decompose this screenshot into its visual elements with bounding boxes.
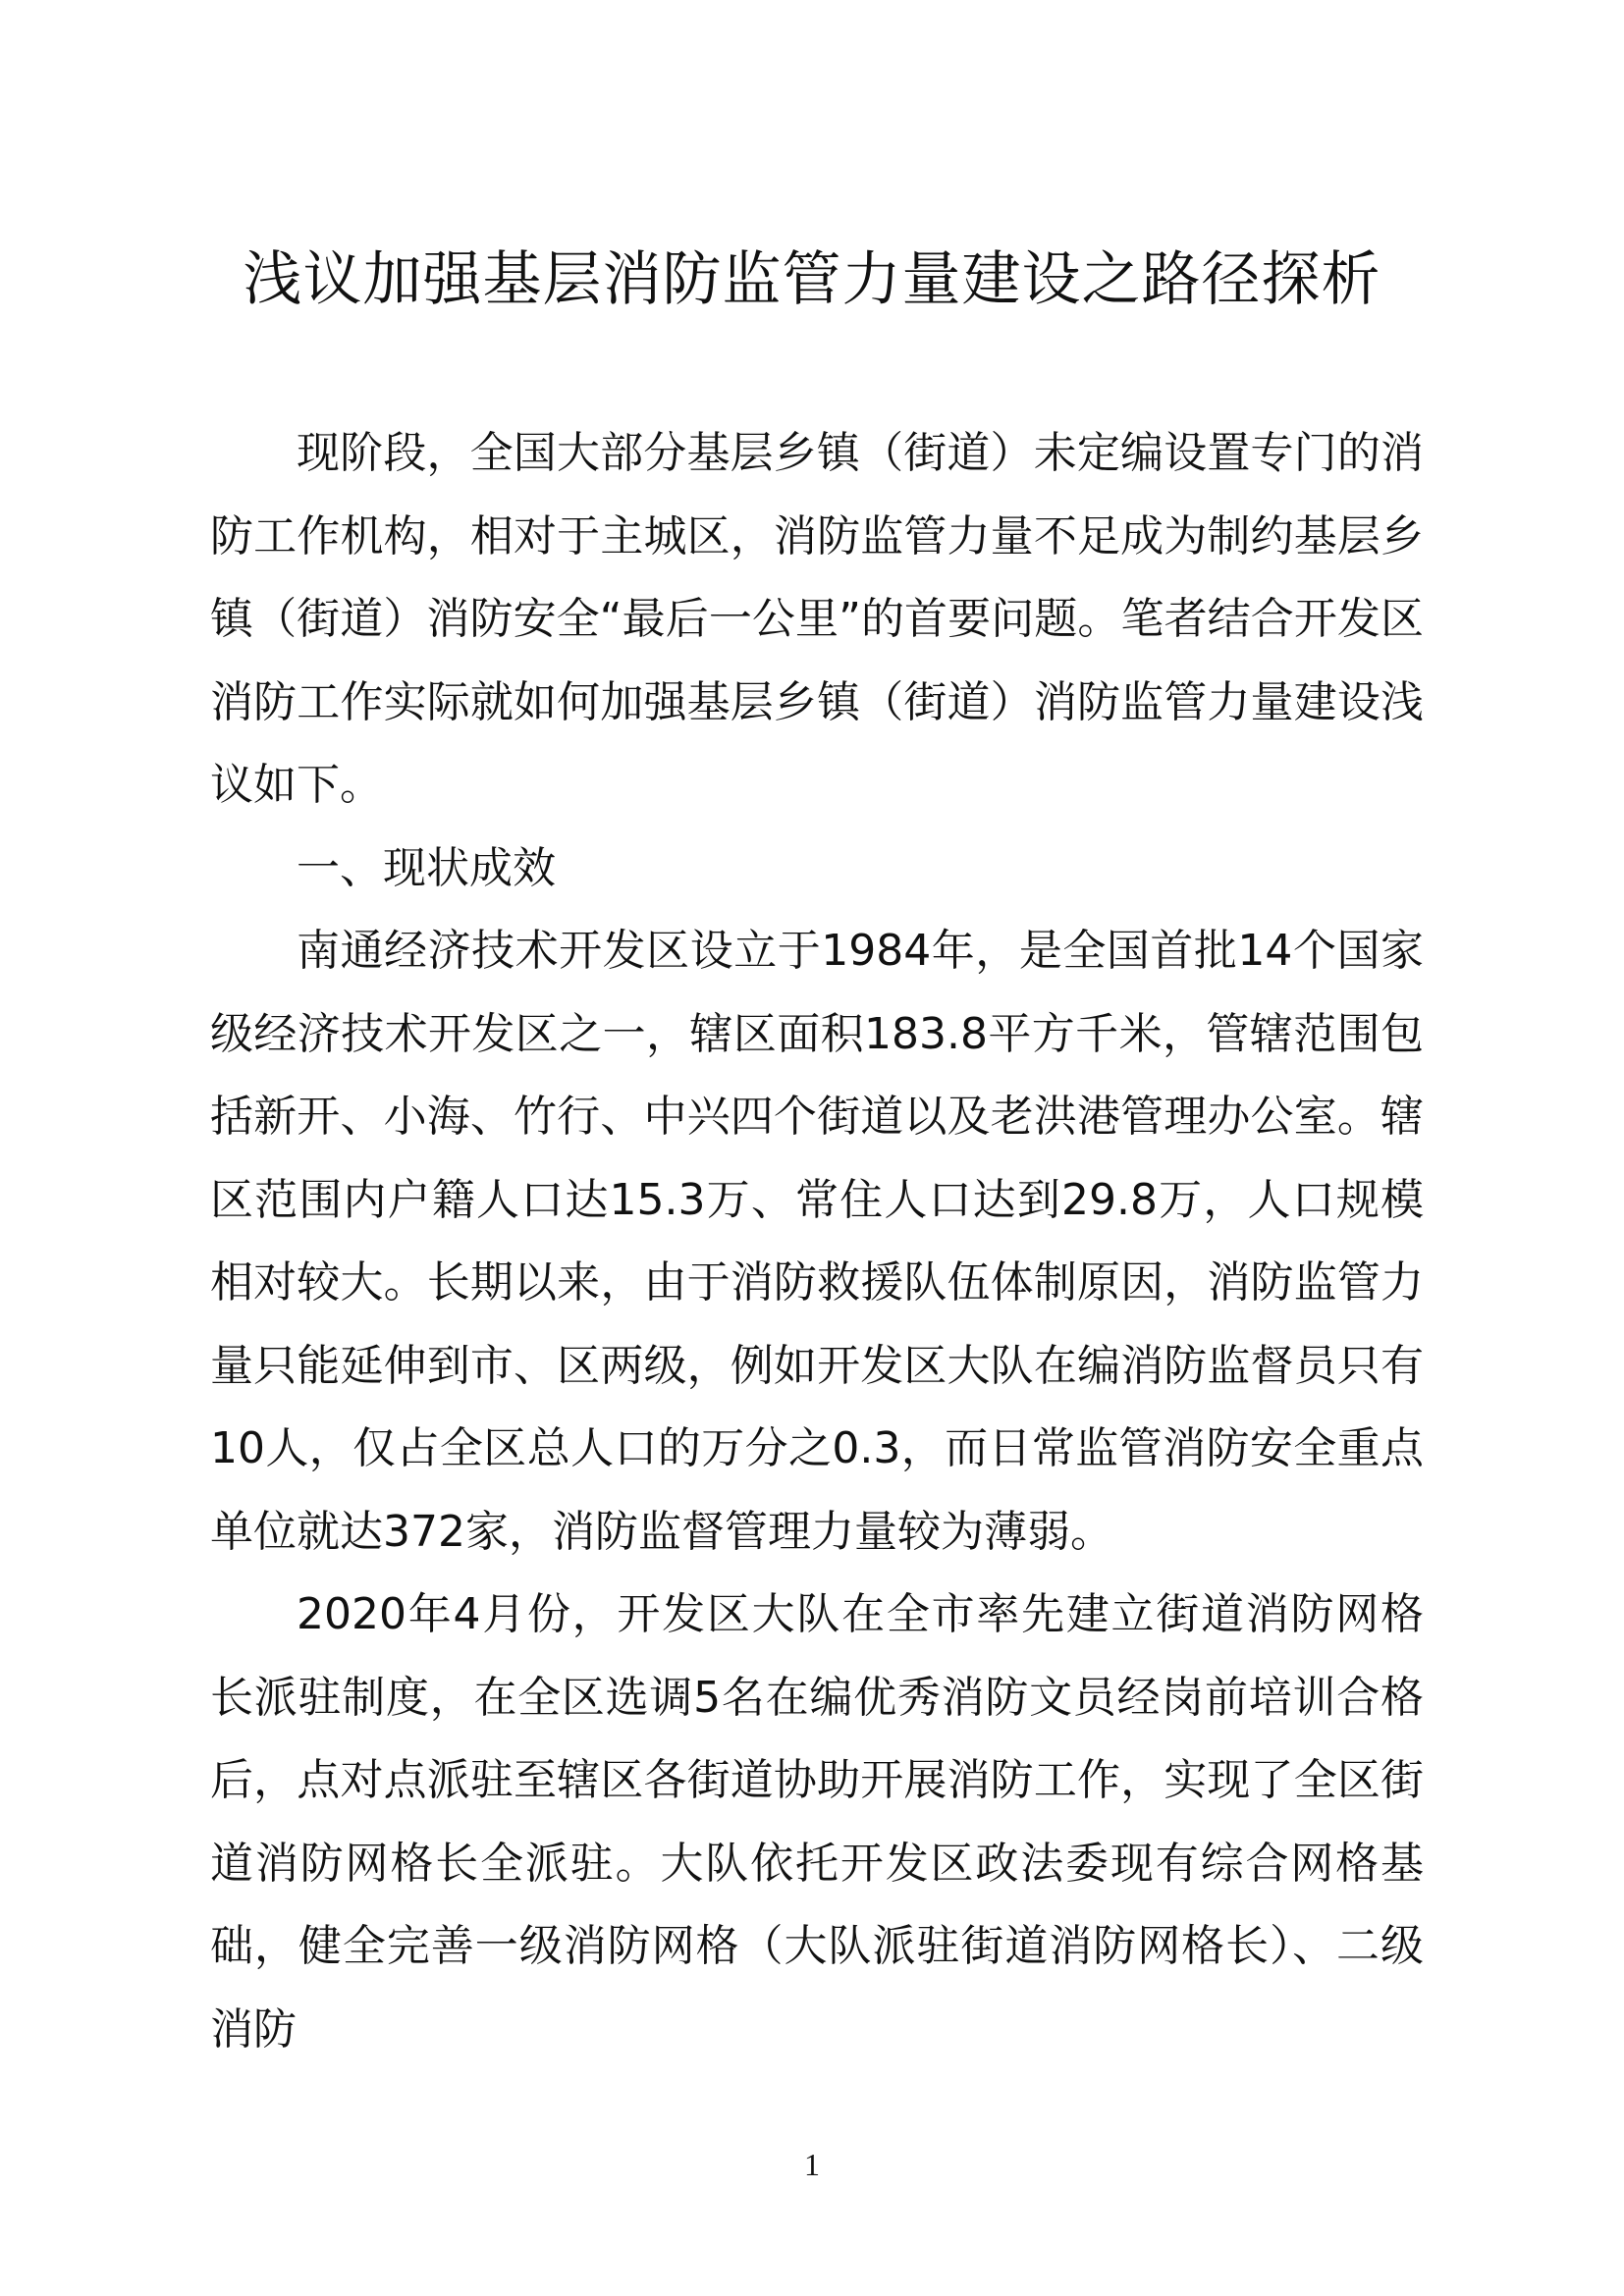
document-title: 浅议加强基层消防监管力量建设之路径探析: [243, 245, 1381, 314]
paragraph-intro: 现阶段，全国大部分基层乡镇（街道）未定编设置专门的消防工作机构，相对于主城区，消防监管力量不足成为制约基层乡镇（街道）消防安全“最后一公里”的首要问题。笔者结合开发区消防工作实际就如何加强基层乡镇（街道）消防监管力量建设浅议如下。: [210, 428, 1424, 810]
page-number: 1: [804, 2147, 820, 2182]
paragraph-grid-system: 2020年4月份，开发区大队在全市率先建立街道消防网格长派驻制度，在全区选调5名在编优秀消防文员经岗前培训合格后，点对点派驻至辖区各街道协助开展消防工作，实现了全区街道消防网格长全派驻。大队依托开发区政法委现有综合网格基础，健全完善一级消防网格（大队派驻街道消防网格长）、二级消防: [210, 1589, 1424, 2055]
section-heading: 一、现状成效: [297, 842, 556, 893]
document-body: [210, 412, 1424, 2071]
paragraph-status: 南通经济技术开发区设立于1984年，是全国首批14个国家级经济技术开发区之一，辖区面积183.8平方千米，管辖范围包括新开、小海、竹行、中兴四个街道以及老洪港管理办公室。辖区范围内户籍人口达15.3万、常住人口达到29.8万，人口规模相对较大。长期以来，由于消防救援队伍体制原因，消防监管力量只能延伸到市、区两级，例如开发区大队在编消防监督员只有10人，仅占全区总人口的万分之0.3，而日常监管消防安全重点单位就达372家，消防监督管理力量较为薄弱。: [210, 926, 1424, 1557]
